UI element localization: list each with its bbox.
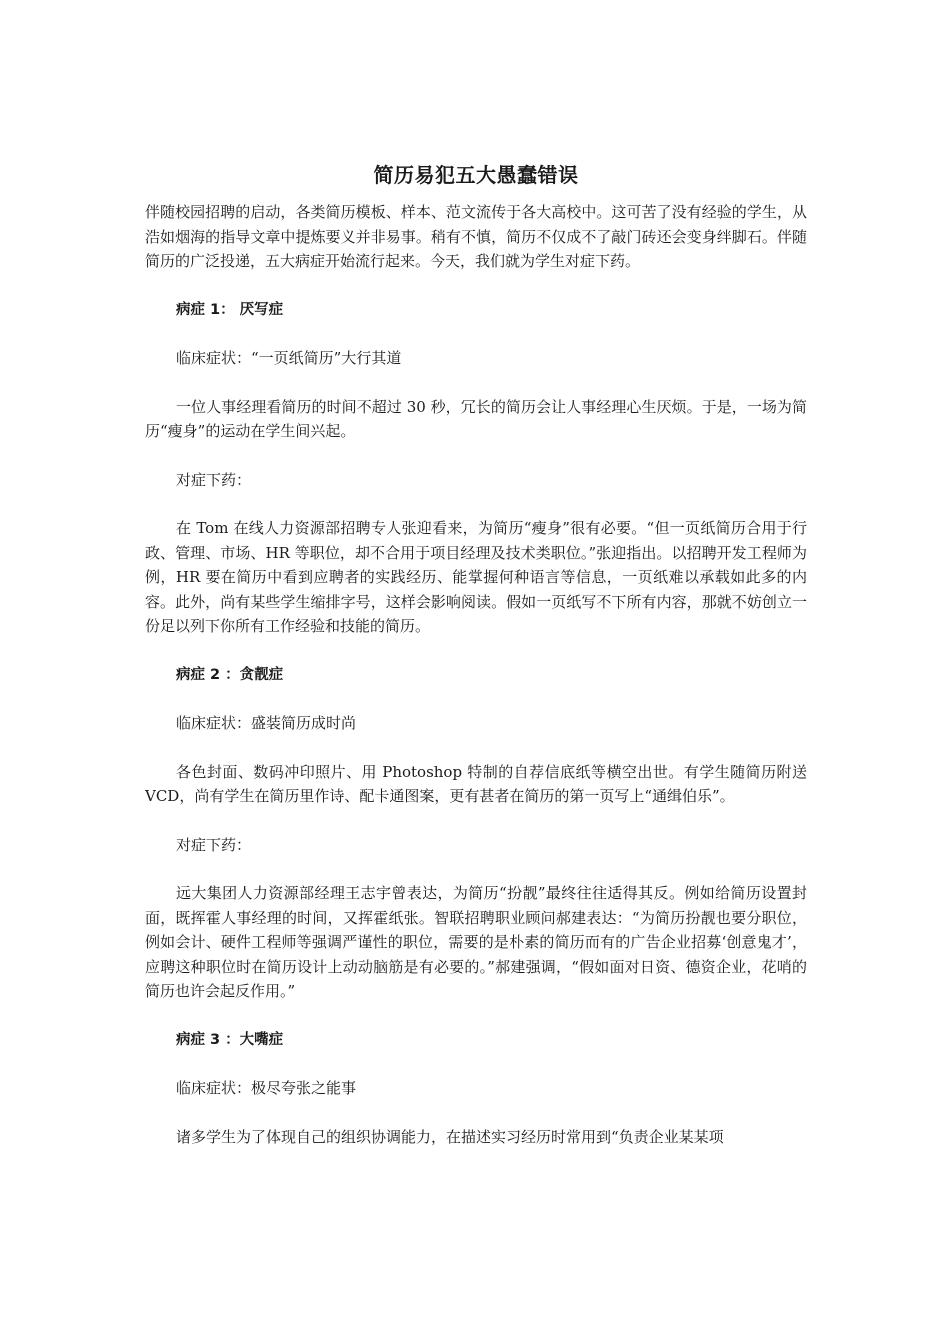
section-1-remedy-label: 对症下药：: [176, 470, 252, 489]
section-2-description: 各色封面、数码冲印照片、用 Photoshop 特制的自荐信底纸等横空出世。有学生随简历附送 VCD，尚有学生在简历里作诗、配卡通图案，更有甚者在简历的第一页写上“通缉伯乐”。: [145, 762, 807, 805]
section-1-symptom: 临床症状：“一页纸简历”大行其道: [176, 349, 402, 367]
section-2-symptom: 临床症状：盛装简历成时尚: [176, 714, 357, 732]
section-3-description: 诸多学生为了体现自己的组织协调能力，在描述实习经历时常用到“负责企业某某项: [176, 1127, 724, 1146]
section-2-remedy: 远大集团人力资源部经理王志宇曾表达，为简历“扮靓”最终往往适得其反。例如给简历设置封面，既挥霍人事经理的时间，又挥霍纸张。智联招聘职业顾问郝建表达：“为简历扮靓也要分职位，例如会计、硬件工程师等强调严谨性的职位，需要的是朴素的简历而有的广告企业招募‘创意鬼才’，应聘这种职位时在简历设计上动动脑筋是有必要的。”郝建强调，“假如面对日资、德资企业，花哨的简历也许会起反作用。”: [145, 884, 807, 1000]
document-title: 简历易犯五大愚蠢错误: [373, 163, 579, 187]
section-2-heading: 病症 2 ：贪靓症: [176, 666, 284, 683]
intro-paragraph: 伴随校园招聘的启动，各类简历模板、样本、范文流传于各大高校中。这可苦了没有经验的学生，从浩如烟海的指导文章中提炼要义并非易事。稍有不慎，简历不仅成不了敲门砖还会变身绊脚石。伴随简历的广泛投递，五大病症开始流行起来。今天，我们就为学生对症下药。: [145, 203, 807, 270]
section-3-symptom: 临床症状：极尽夸张之能事: [176, 1079, 357, 1097]
document-page: [145, 160, 807, 1149]
section-1-heading: 病症 1： 厌写症: [176, 301, 284, 318]
section-1-remedy: 在 Tom 在线人力资源部招聘专人张迎看来，为简历“瘦身”很有必要。“但一页纸简历合用于行政、管理、市场、HR 等职位，却不合用于项目经理及技术类职位。”张迎指出。以招聘开发工程师为例，HR 要在简历中看到应聘者的实践经历、能掌握何种语言等信息，一页纸难以承载如此多的内容。此外，尚有某些学生缩排字号，这样会影响阅读。假如一页纸写不下所有内容，那就不妨创立一份足以列下你所有工作经验和技能的简历。: [145, 519, 807, 635]
section-2-remedy-label: 对症下药：: [176, 835, 252, 854]
section-3-heading: 病症 3 ：大嘴症: [176, 1031, 284, 1048]
section-1-description: 一位人事经理看简历的时间不超过 30 秒，冗长的简历会让人事经理心生厌烦。于是，一场为简历“瘦身”的运动在学生间兴起。: [145, 397, 807, 440]
